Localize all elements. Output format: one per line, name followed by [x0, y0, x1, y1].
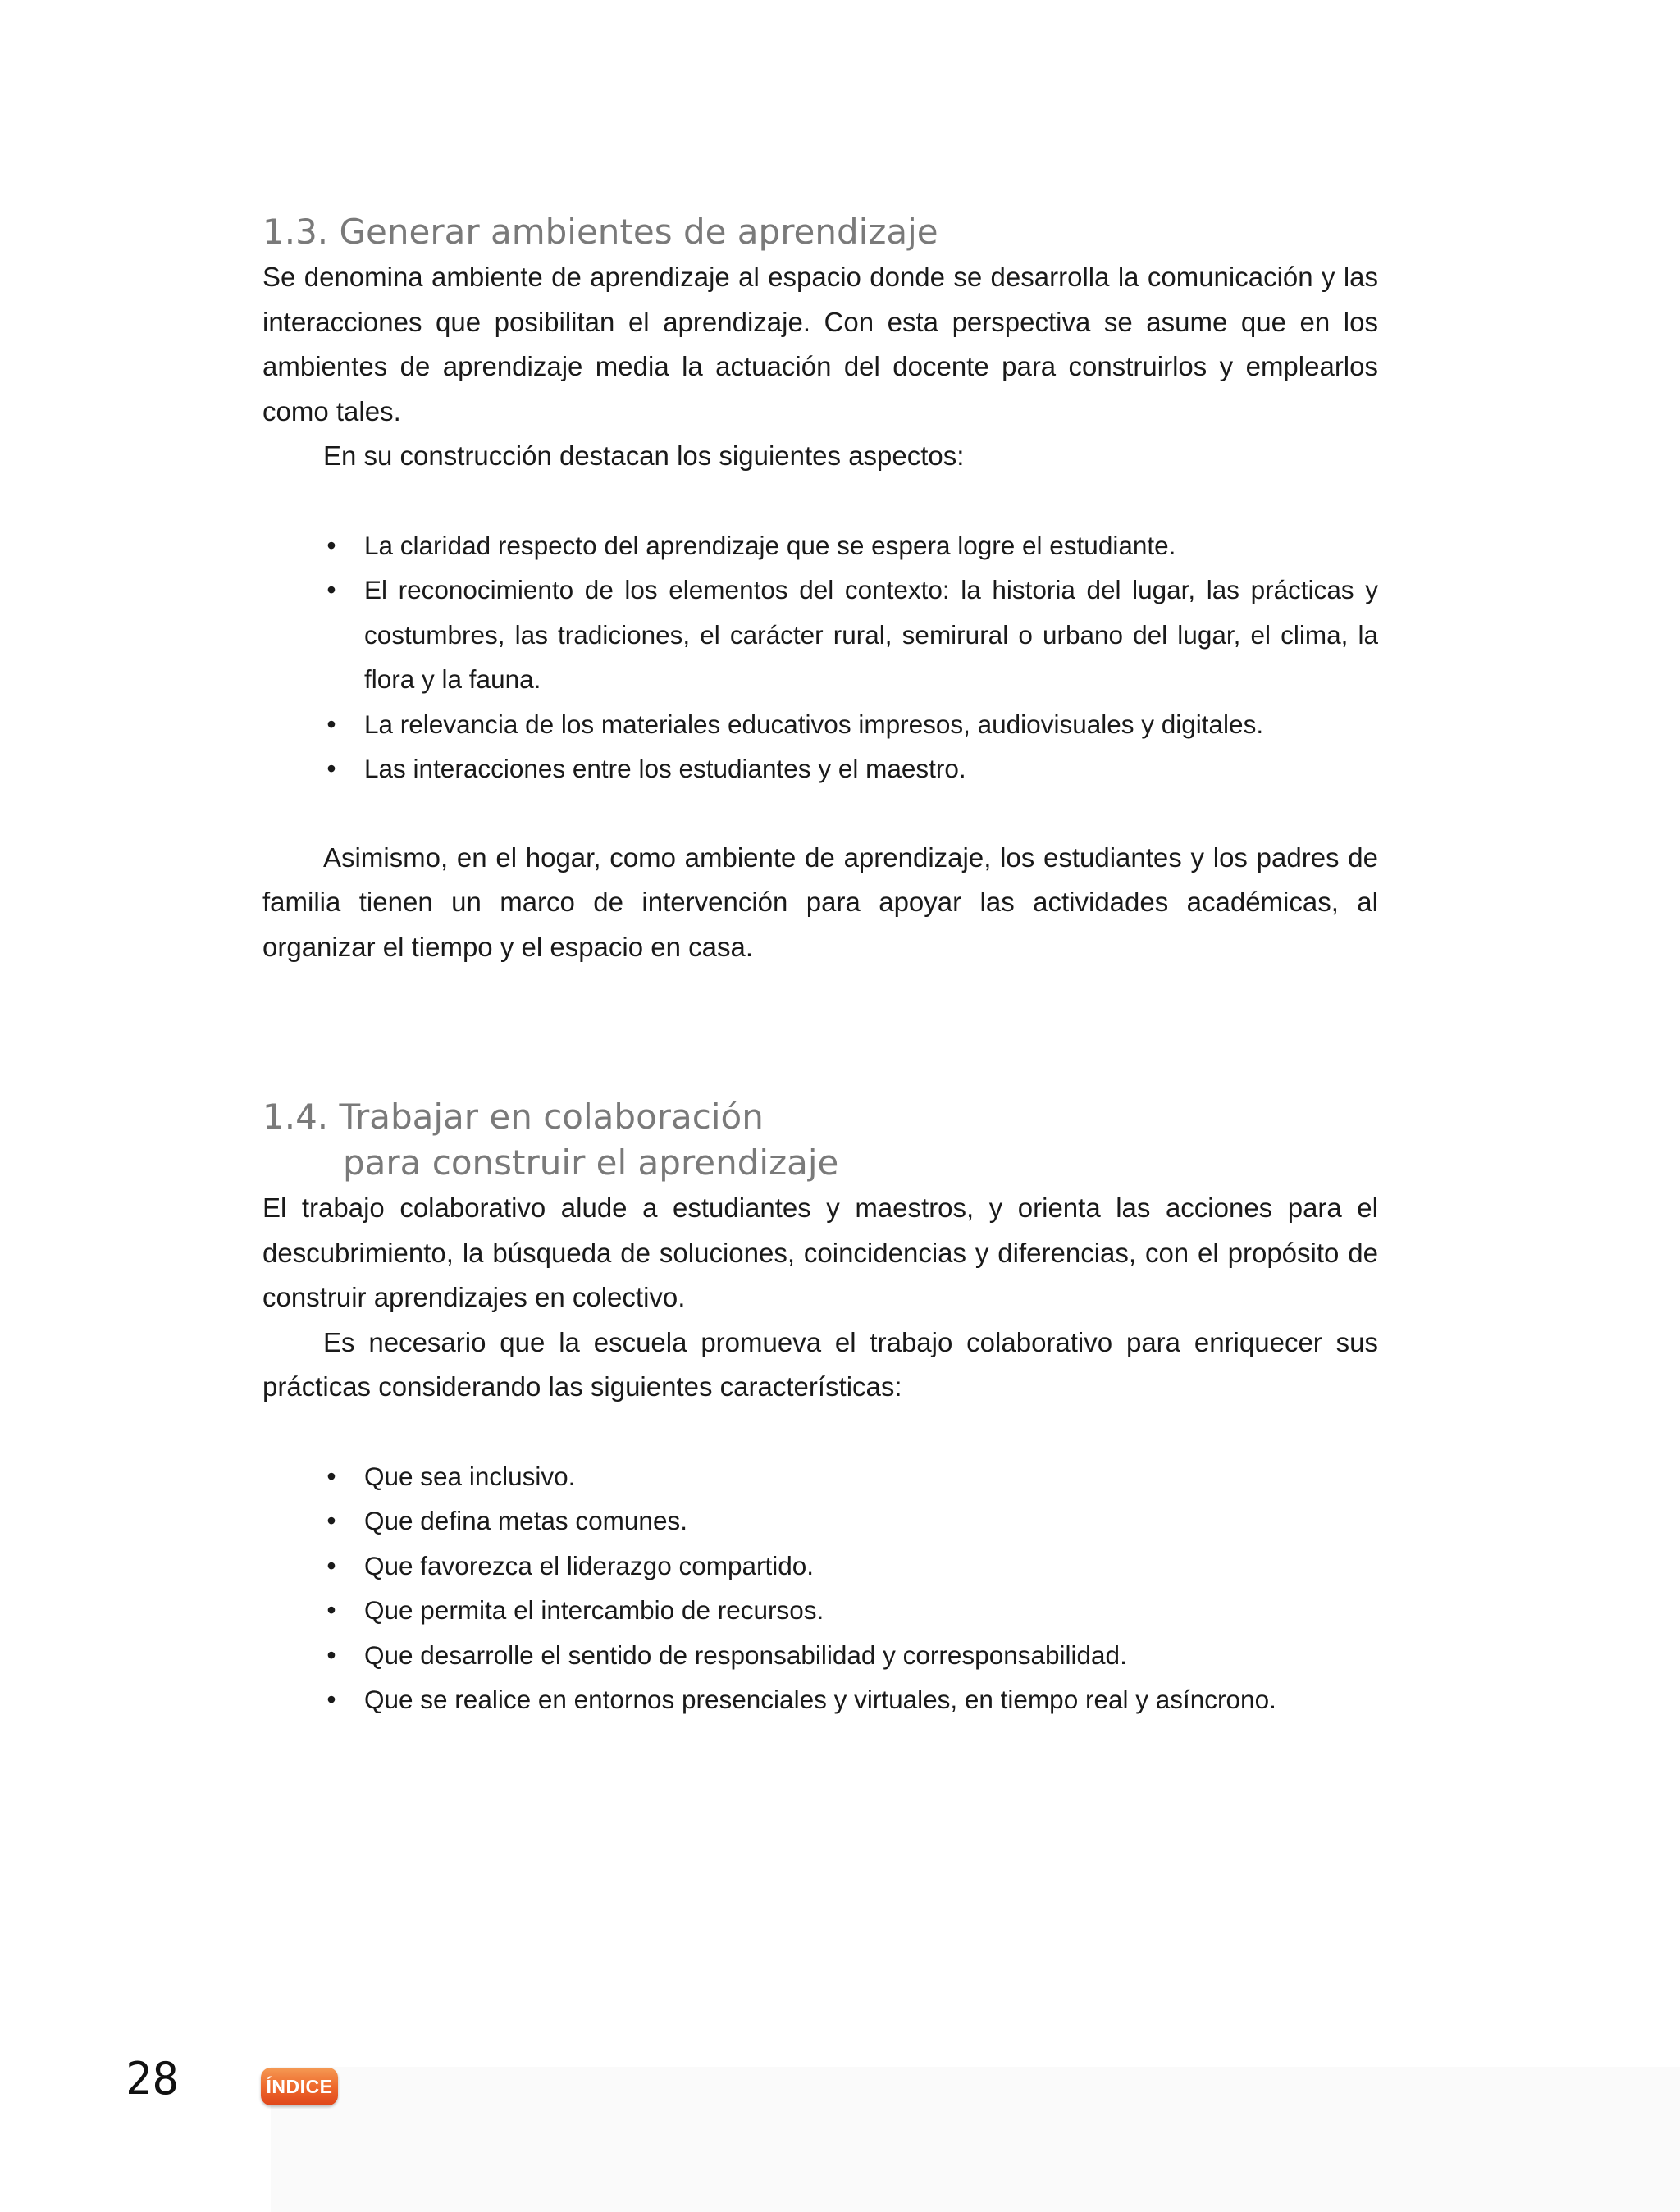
list-item — [262, 1677, 1378, 1722]
bullet-icon: • — [326, 1506, 336, 1535]
page-content — [262, 209, 1378, 1722]
list-item-text: El reconocimiento de los elementos del contexto: la historia del lugar, las prácticas y costumbres, las tradiciones, el carácter rural, semirural o urbano del lugar, el clima, la flora y la fauna. — [364, 575, 1378, 694]
section-heading-line-1: 1.4. Trabajar en colaboración — [262, 1097, 764, 1137]
bullet-icon: • — [326, 1550, 336, 1580]
bullet-icon: • — [326, 530, 336, 560]
bullet-icon: • — [326, 754, 336, 783]
list-item — [262, 1544, 1378, 1589]
list-item-text: Que sea inclusivo. — [364, 1461, 576, 1491]
list-item — [262, 568, 1378, 702]
section-heading — [262, 1094, 1378, 1186]
section-heading: 1.3. Generar ambientes de aprendizaje — [262, 212, 938, 252]
list-item — [262, 1588, 1378, 1633]
bullet-icon: • — [326, 1461, 336, 1491]
bullet-list — [262, 1454, 1378, 1722]
list-item-text: La claridad respecto del aprendizaje que se espera logre el estudiante. — [364, 530, 1176, 560]
list-item — [262, 1498, 1378, 1544]
list-item-text: Que defina metas comunes. — [364, 1506, 687, 1535]
paragraph: Asimismo, en el hogar, como ambiente de aprendizaje, los estudiantes y los padres de familia tienen un marco de intervención para apoyar las actividades académicas, al organizar el tiempo y el espacio en casa. — [262, 841, 1378, 962]
bullet-icon: • — [326, 575, 336, 604]
section-1-3 — [262, 209, 1378, 969]
bullet-icon: • — [326, 1685, 336, 1714]
paragraph: El trabajo colaborativo alude a estudiantes y maestros, y orienta las acciones para el descubrimiento, la búsqueda de soluciones, coincidencias y diferencias, con el propósito de construir aprendizajes en colectivo. — [262, 1193, 1378, 1312]
list-item-text: Las interacciones entre los estudiantes y el maestro. — [364, 754, 966, 783]
paragraph: En su construcción destacan los siguientes aspectos: — [323, 440, 965, 471]
page-footer-shade — [271, 2067, 1680, 2212]
list-item-text: Que permita el intercambio de recursos. — [364, 1595, 824, 1625]
list-item-text: Que favorezca el liderazgo compartido. — [364, 1550, 815, 1580]
bullet-icon: • — [326, 1595, 336, 1625]
section-1-4 — [262, 1094, 1378, 1722]
index-button[interactable]: ÍNDICE — [261, 2068, 338, 2105]
list-item — [262, 746, 1378, 791]
bullet-icon: • — [326, 1640, 336, 1670]
page-number: 28 — [126, 2053, 180, 2105]
list-item — [262, 702, 1378, 747]
list-item-text: La relevancia de los materiales educativos impresos, audiovisuales y digitales. — [364, 709, 1264, 739]
paragraph: Es necesario que la escuela promueva el trabajo colaborativo para enriquecer sus prácticas considerando las siguientes características: — [262, 1326, 1378, 1402]
list-item-text: Que se realice en entornos presenciales y virtuales, en tiempo real y asíncrono. — [364, 1685, 1276, 1714]
list-item — [262, 1454, 1378, 1499]
list-item — [262, 523, 1378, 568]
paragraph: Se denomina ambiente de aprendizaje al espacio donde se desarrolla la comunicación y las interacciones que posibilitan el aprendizaje. Con esta perspectiva se asume que en los ambientes de aprendizaje media la actuación del docente para construirlos y emplearlos como tales. — [262, 262, 1378, 426]
section-heading-line-2: para construir el aprendizaje — [343, 1142, 839, 1183]
list-item — [262, 1633, 1378, 1678]
bullet-list — [262, 523, 1378, 791]
list-item-text: Que desarrolle el sentido de responsabilidad y corresponsabilidad. — [364, 1640, 1127, 1670]
bullet-icon: • — [326, 709, 336, 739]
